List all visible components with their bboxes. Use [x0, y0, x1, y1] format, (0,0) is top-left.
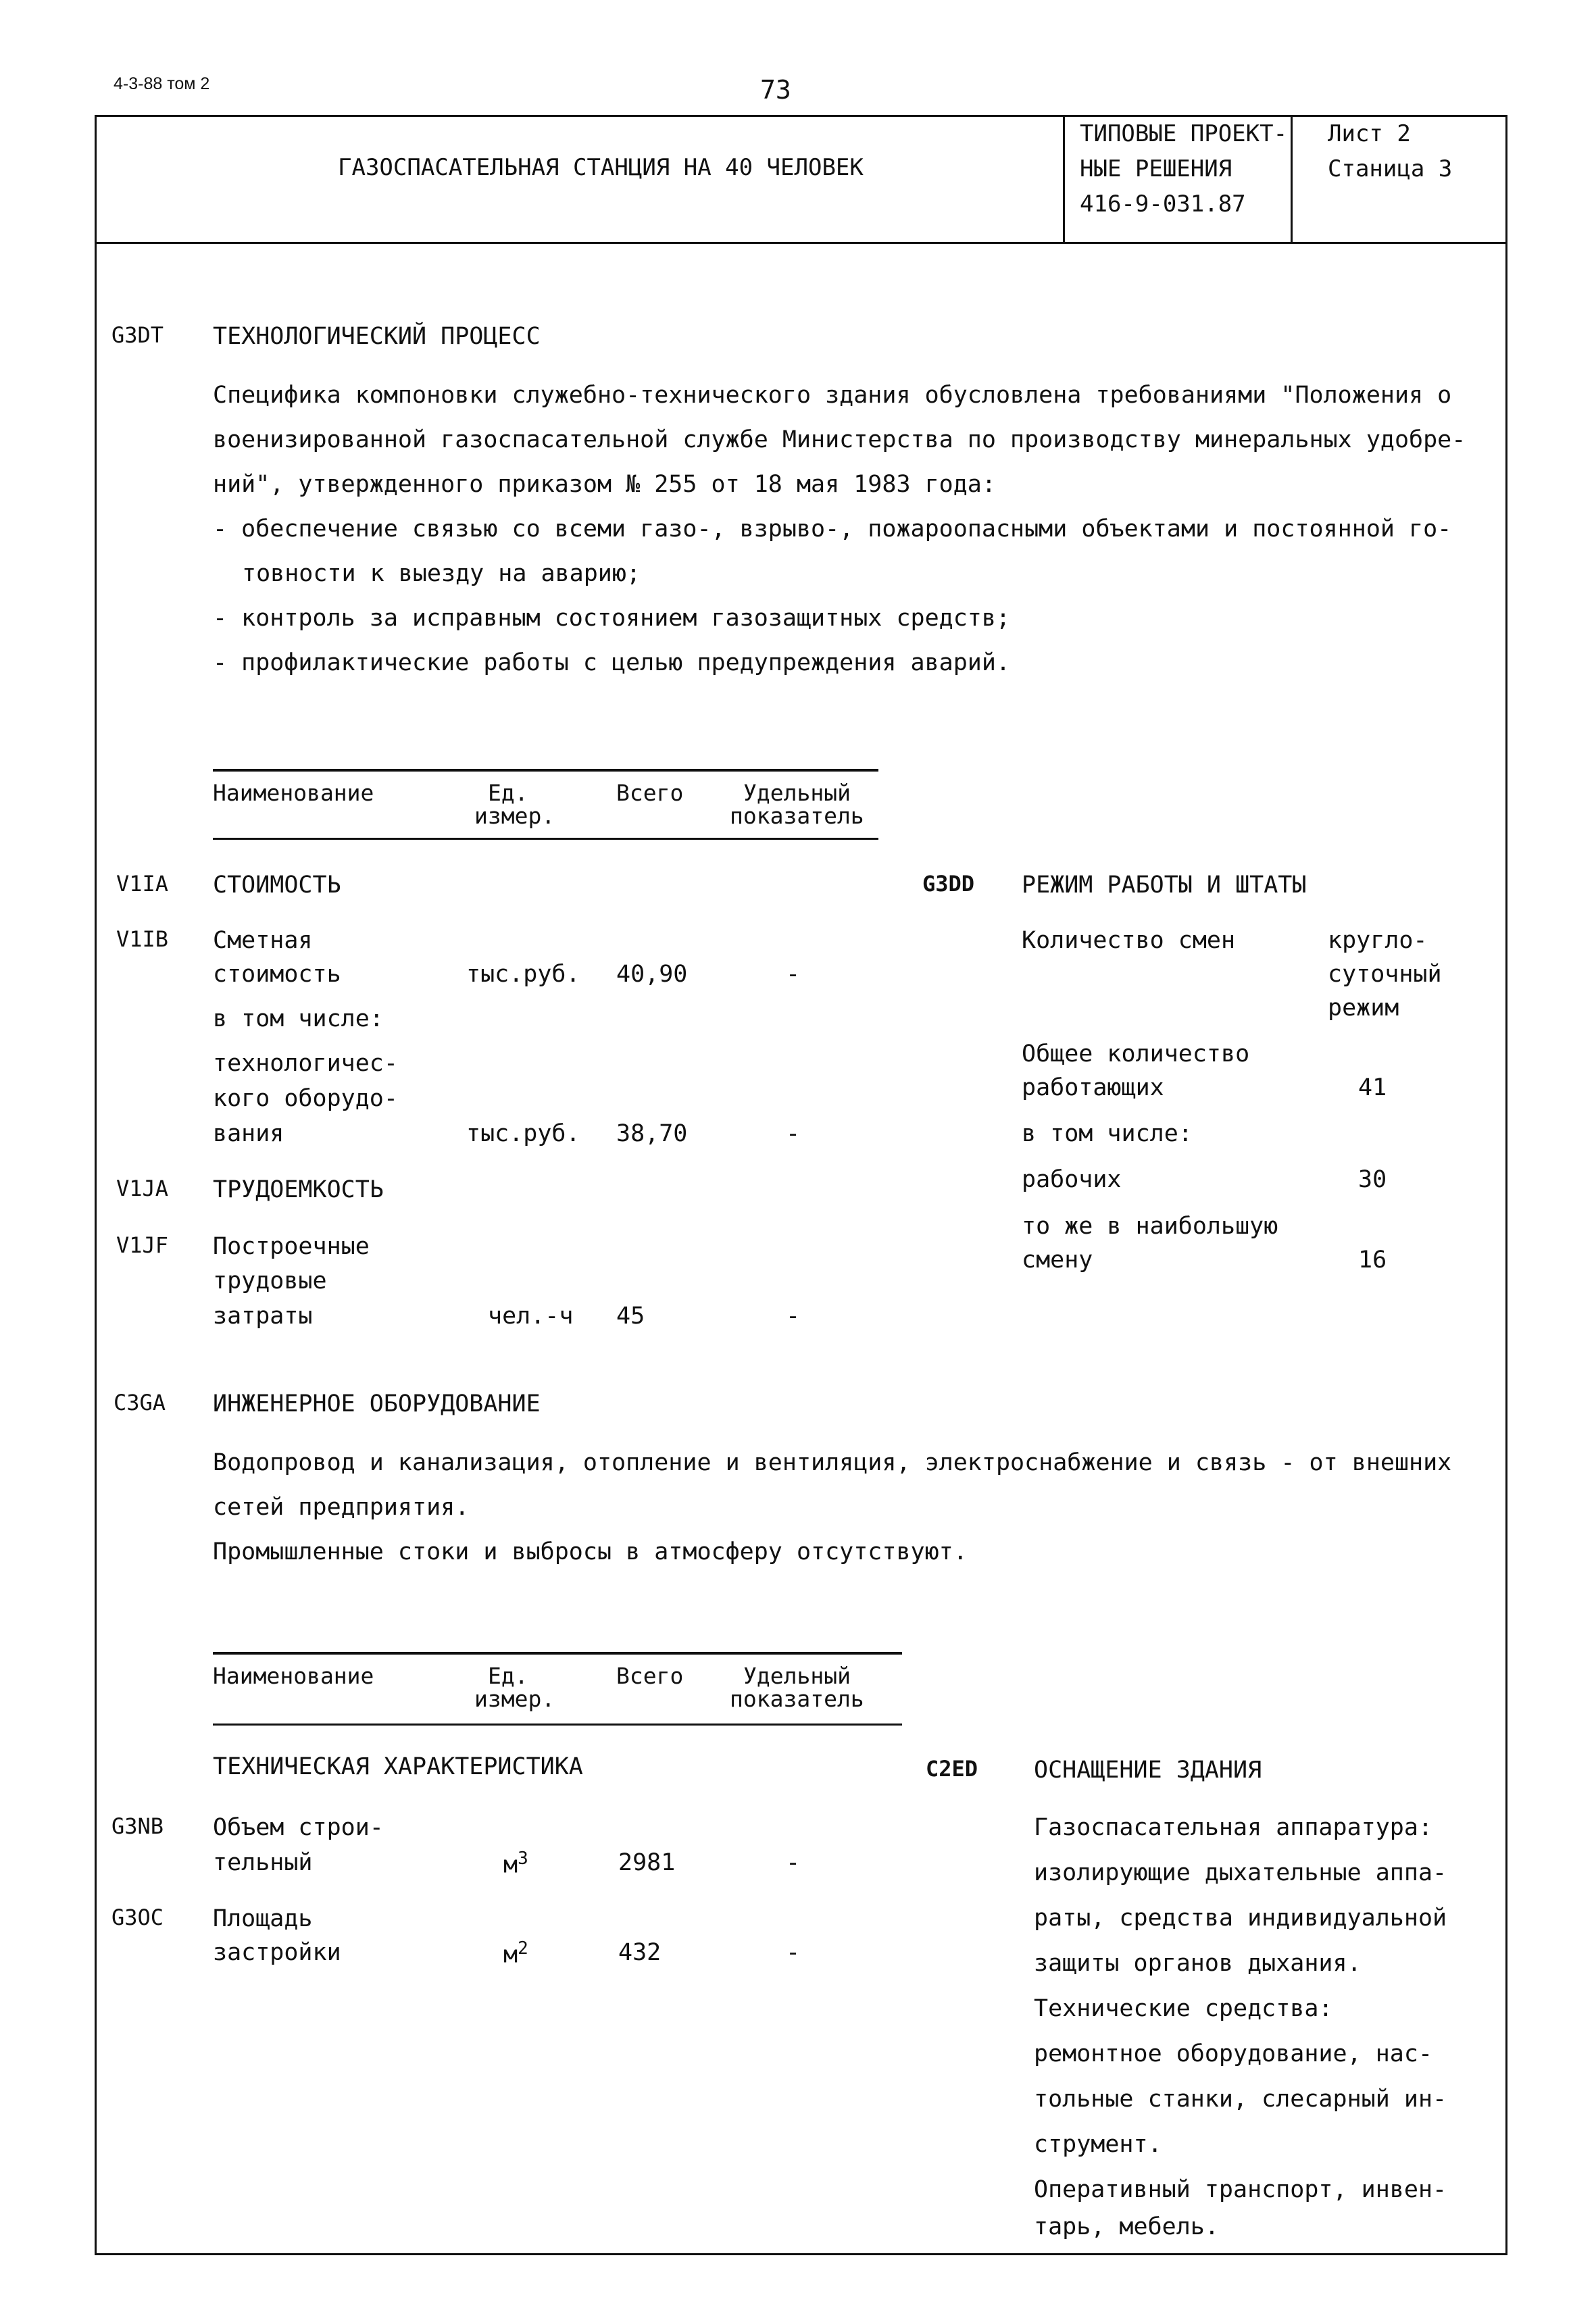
table1-col-spec-2: показатель — [730, 803, 864, 829]
max-shift-value: 16 — [1358, 1247, 1387, 1274]
table2-col-spec: Удельный — [743, 1663, 851, 1689]
equipment-line: тарь, мебель. — [1034, 2213, 1219, 2240]
cost-title: СТОИМОСТЬ — [213, 872, 341, 899]
volume-code: G3NB — [111, 1813, 164, 1839]
equipment-line: ремонтное оборудование, нас- — [1034, 2040, 1433, 2067]
equipment-line: тольные станки, слесарный ин- — [1034, 2086, 1447, 2113]
table1-col-total: Всего — [616, 780, 684, 806]
estimate-total: 40,90 — [616, 961, 688, 988]
table2-col-unit-2: измер. — [474, 1686, 555, 1712]
build-name-1: Построечные — [213, 1233, 370, 1260]
volume-total: 2981 — [618, 1849, 676, 1876]
document-reference: 4-3-88 том 2 — [114, 74, 210, 93]
estimate-spec: - — [786, 961, 801, 988]
staff-total-label-2: работающих — [1022, 1074, 1164, 1101]
estimate-name-2: стоимость — [213, 961, 341, 988]
table2-col-name: Наименование — [213, 1663, 374, 1689]
labor-code: V1JA — [116, 1176, 169, 1201]
process-text-line: - контроль за исправным состоянием газозащитных средств; — [213, 605, 1011, 632]
volume-spec: - — [786, 1849, 801, 1876]
build-total: 45 — [616, 1303, 645, 1330]
equipment-line: защиты органов дыхания. — [1034, 1950, 1362, 1977]
process-text-line: ний", утвержденного приказом № 255 от 18 мая 1983 года: — [213, 471, 996, 498]
header-vline-2 — [1291, 115, 1293, 243]
table1-col-spec: Удельный — [743, 780, 851, 806]
staff-total-label-1: Общее количество — [1022, 1040, 1250, 1067]
process-text-line: товности к выезду на аварию; — [242, 560, 641, 587]
sheet-label: Лист 2 — [1328, 120, 1411, 147]
engineering-text-line: Водопровод и канализация, отопление и вентиляция, электроснабжение и связь - от внешних — [213, 1449, 1452, 1476]
equipment-line: Оперативный транспорт, инвен- — [1034, 2176, 1447, 2203]
equip-name-3: вания — [213, 1120, 284, 1147]
estimate-unit: тыс.руб. — [466, 961, 580, 988]
equipment-line: Газоспасательная аппаратура: — [1034, 1814, 1433, 1841]
area-spec: - — [786, 1939, 801, 1966]
header-divider — [95, 242, 1507, 244]
table2-col-unit: Ед. — [488, 1663, 528, 1689]
table2-col-spec-2: показатель — [730, 1686, 864, 1712]
engineering-text-line: сетей предприятия. — [213, 1494, 470, 1521]
project-line-2: НЫЕ РЕШЕНИЯ — [1080, 155, 1232, 182]
header-vline-1 — [1063, 115, 1065, 243]
area-code: G3OC — [111, 1905, 164, 1930]
estimate-code: V1IB — [116, 926, 169, 952]
page-label: Станица 3 — [1328, 155, 1453, 182]
engineering-text-line: Промышленные стоки и выбросы в атмосферу отсутствуют. — [213, 1538, 968, 1565]
area-name-1: Площадь — [213, 1905, 313, 1932]
table2-top-rule — [213, 1652, 902, 1655]
section-title-engineering: ИНЖЕНЕРНОЕ ОБОРУДОВАНИЕ — [213, 1390, 541, 1417]
area-unit: $м^2$ — [503, 1938, 528, 1969]
area-name-2: застройки — [213, 1939, 341, 1966]
equipment-line: раты, средства индивидуальной — [1034, 1905, 1447, 1932]
volume-name-2: тельный — [213, 1849, 313, 1876]
workers-value: 30 — [1358, 1166, 1387, 1193]
build-name-2: трудовые — [213, 1267, 327, 1294]
document-title: ГАЗОСПАСАТЕЛЬНАЯ СТАНЦИЯ НА 40 ЧЕЛОВЕК — [338, 154, 864, 181]
shifts-value-3: режим — [1328, 995, 1399, 1022]
build-unit: чел.-ч — [488, 1303, 574, 1330]
equip-unit: тыс.руб. — [466, 1120, 580, 1147]
build-name-3: затраты — [213, 1303, 313, 1330]
section-code-g3dt: G3DT — [111, 322, 164, 348]
estimate-name-1: Сметная — [213, 927, 313, 954]
table2-bottom-rule — [213, 1724, 902, 1726]
section-title-process: ТЕХНОЛОГИЧЕСКИЙ ПРОЦЕСС — [213, 323, 541, 350]
project-number: 416-9-031.87 — [1080, 191, 1246, 218]
equipment-title: ОСНАЩЕНИЕ ЗДАНИЯ — [1034, 1757, 1262, 1784]
tech-title: ТЕХНИЧЕСКАЯ ХАРАКТЕРИСТИКА — [213, 1753, 583, 1780]
equip-spec: - — [786, 1120, 801, 1147]
build-spec: - — [786, 1303, 801, 1330]
equip-total: 38,70 — [616, 1120, 688, 1147]
table1-top-rule — [213, 769, 878, 772]
incl-label: в том числе: — [213, 1005, 384, 1032]
process-text-line: Специфика компоновки служебно-технического здания обусловлена требованиями "Положения о — [213, 382, 1452, 409]
equipment-line: Технические средства: — [1034, 1995, 1333, 2022]
volume-unit: $м^3$ — [503, 1848, 528, 1879]
max-shift-label-1: то же в наибольшую — [1022, 1213, 1278, 1240]
page-number: 73 — [760, 75, 791, 105]
table2-col-total: Всего — [616, 1663, 684, 1689]
process-text-line: военизированной газоспасательной службе Министерства по производству минеральных удобре- — [213, 426, 1466, 453]
build-code: V1JF — [116, 1232, 169, 1258]
volume-name-1: Объем строи- — [213, 1814, 384, 1841]
equipment-line: изолирующие дыхательные аппа- — [1034, 1859, 1447, 1886]
section-code-c3ga: C3GA — [114, 1390, 166, 1415]
project-line-1: ТИПОВЫЕ ПРОЕКТ- — [1080, 120, 1288, 147]
equipment-line: струмент. — [1034, 2131, 1162, 2158]
equip-name-1: технологичес- — [213, 1050, 398, 1077]
shifts-label: Количество смен — [1022, 927, 1236, 954]
equipment-code: C2ED — [926, 1756, 978, 1782]
table1-col-unit-2: измер. — [474, 803, 555, 829]
staff-incl-label: в том числе: — [1022, 1120, 1193, 1147]
process-text-line: - профилактические работы с целью предупреждения аварий. — [213, 649, 1011, 676]
equip-name-2: кого оборудо- — [213, 1085, 398, 1112]
table1-bottom-rule — [213, 838, 878, 840]
labor-title: ТРУДОЕМКОСТЬ — [213, 1176, 384, 1203]
shifts-value-2: суточный — [1328, 961, 1442, 988]
staff-code: G3DD — [922, 871, 975, 897]
staff-title: РЕЖИМ РАБОТЫ И ШТАТЫ — [1022, 872, 1307, 899]
cost-code: V1IA — [116, 871, 169, 897]
staff-total-value: 41 — [1358, 1074, 1387, 1101]
table1-col-name: Наименование — [213, 780, 374, 806]
shifts-value-1: кругло- — [1328, 927, 1428, 954]
area-total: 432 — [618, 1939, 662, 1966]
table1-col-unit: Ед. — [488, 780, 528, 806]
process-text-line: - обеспечение связью со всеми газо-, взрыво-, пожароопасными объектами и постоянной го- — [213, 515, 1452, 543]
workers-label: рабочих — [1022, 1166, 1122, 1193]
max-shift-label-2: смену — [1022, 1247, 1093, 1274]
